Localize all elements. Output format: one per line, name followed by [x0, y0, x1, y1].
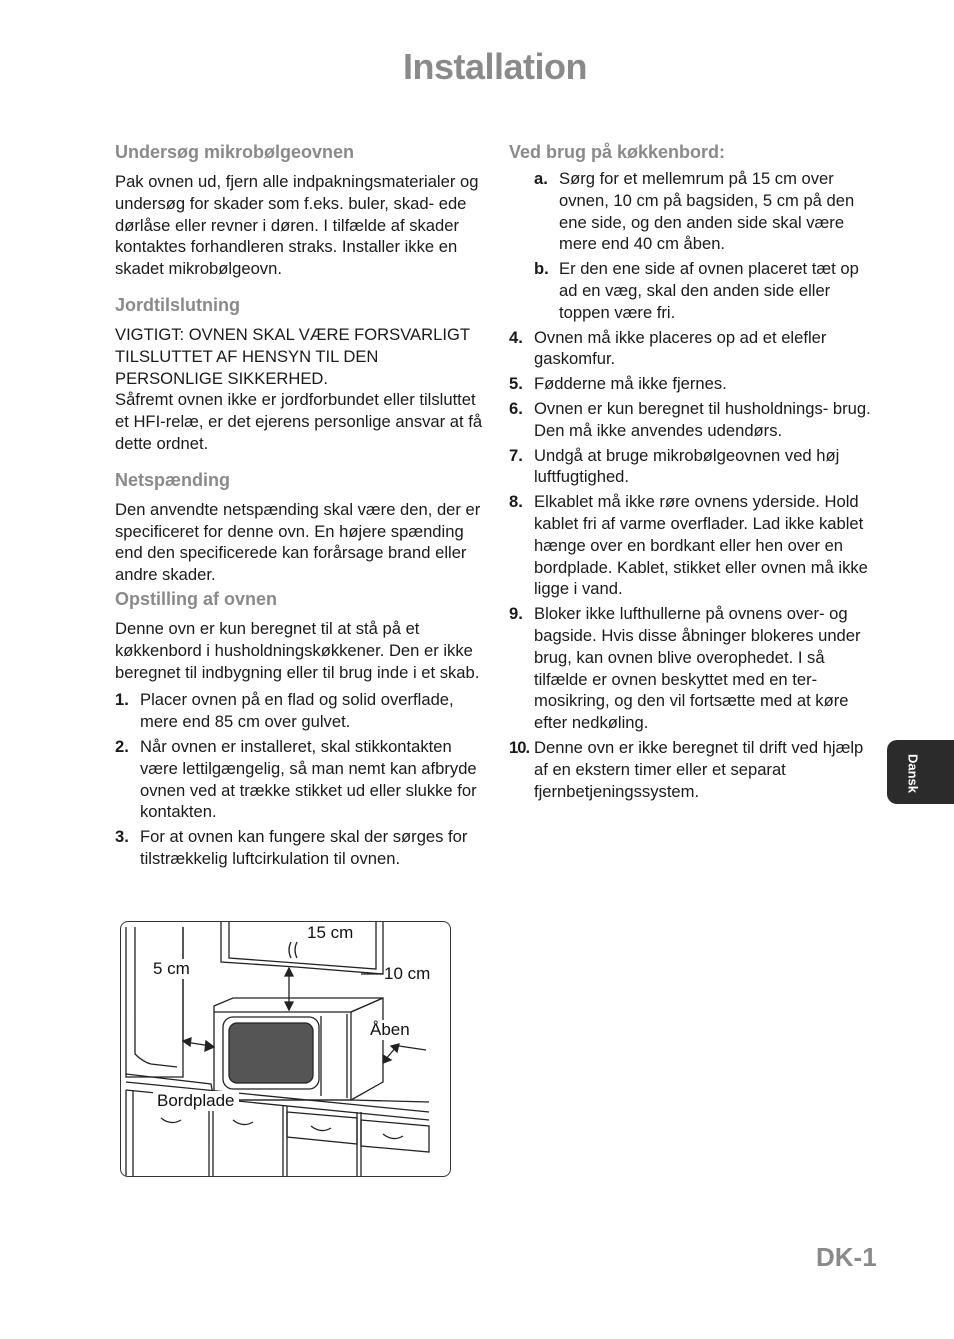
- list-item: a. Sørg for et mellemrum på 15 cm over ovnen, 10 cm på bagsiden, 5 cm på den ene side, og den anden side skal være mere end 40 cm åben.: [534, 169, 855, 254]
- page-number: DK-1: [816, 1242, 877, 1272]
- section-voltage: [115, 469, 487, 586]
- list-item: 8. Elkablet må ikke røre ovnens yderside. Hold kablet fri af varme overflader. Lad ikke kablet hænge over en bordkant eller hen over en bordplade. Kablet, stikket eller ovnen må ikke ligge i vand.: [509, 492, 868, 599]
- installation-diagram: [120, 921, 451, 1177]
- language-tab-label: Dansk: [905, 754, 921, 794]
- section-heading: Jordtilslutning: [115, 294, 240, 315]
- right-column: [509, 141, 881, 805]
- list-item: 10. Denne ovn er ikke beregnet til drift ved hjælp af en ekstern timer eller et separat fjernbetjeningssystem.: [509, 737, 864, 801]
- precautions-list: [509, 327, 881, 803]
- left-column: [115, 141, 487, 884]
- section-heading: Opstilling af ovnen: [115, 588, 278, 609]
- placement-list: [115, 689, 487, 869]
- list-item: 9. Bloker ikke lufthullerne på ovnens over- og bagside. Hvis disse åbninger blokeres under brug, kan ovnen blive overophedet. I så tilfælde er ovnen beskyttet med en ter- mosikring, og den vil fortsætte med at køre efter nedkøling.: [509, 604, 861, 733]
- section-text: Pak ovnen ud, fjern alle indpakningsmaterialer og undersøg for skader som f.eks. buler, skad- ede dørlåse eller revner i døren. I tilfælde af skader kontaktes forhandleren straks. Installer ikke en skadet mikrobølgeovn.: [115, 172, 479, 279]
- list-item: 3. For at ovnen kan fungere skal der sørges for tilstrækkelig luftcirkulation til ovnen.: [115, 827, 468, 868]
- section-grounding: [115, 294, 487, 455]
- list-item: 5. Fødderne må ikke fjernes.: [509, 374, 727, 394]
- countertop-sublist: [534, 168, 881, 324]
- label-open-side: Åben: [370, 1020, 410, 1039]
- label-side-clearance: 5 cm: [153, 959, 190, 978]
- section-heading: Netspænding: [115, 469, 230, 490]
- list-item: 2. Når ovnen er installeret, skal stikkontakten være lettilgængelig, så man nemt kan afbryde ovnen ved at trække stikket ud eller slukke for kontakten.: [115, 736, 477, 822]
- list-item: 4. Ovnen må ikke placeres op ad et elefler gaskomfur.: [509, 327, 827, 369]
- list-item: 6. Ovnen er kun beregnet til husholdnings- brug. Den må ikke anvendes udendørs.: [509, 398, 871, 440]
- page-title: Installation: [402, 46, 588, 87]
- section-placement: [115, 588, 487, 870]
- section-text: Såfremt ovnen ikke er jordforbundet eller tilsluttet et HFI-relæ, er det ejerens personlige ansvar at få dette ordnet.: [115, 390, 483, 453]
- label-countertop: Bordplade: [153, 1091, 239, 1111]
- list-item: 7. Undgå at bruge mikrobølgeovnen ved høj luftfugtighed.: [509, 445, 840, 487]
- section-text: Denne ovn er kun beregnet til at stå på et køkkenbord i husholdningskøkkener. Den er ikke beregnet til indbygning eller til brug inde i et skab.: [115, 618, 480, 682]
- section-warning-text: VIGTIGT: OVNEN SKAL VÆRE FORSVARLIGT TILSLUTTET AF HENSYN TIL DEN PERSONLIGE SIKKERHED.: [115, 324, 470, 388]
- list-item: 1. Placer ovnen på en flad og solid overflade, mere end 85 cm over gulvet.: [115, 690, 454, 732]
- list-item: b. Er den ene side af ovnen placeret tæt op ad en væg, skal den anden side eller toppen være fri.: [534, 259, 859, 322]
- section-heading: Undersøg mikrobølgeovnen: [115, 142, 355, 162]
- label-back-clearance: 10 cm: [384, 964, 431, 983]
- label-top-clearance: 15 cm: [307, 923, 354, 942]
- section-heading: Ved brug på køkkenbord:: [509, 142, 726, 162]
- section-inspect: [115, 141, 487, 280]
- section-text: Den anvendte netspænding skal være den, der er specificeret for denne ovn. En højere spænding end den specificerede kan forårsage brand eller andre skader.: [115, 499, 481, 585]
- language-tab: [887, 740, 954, 804]
